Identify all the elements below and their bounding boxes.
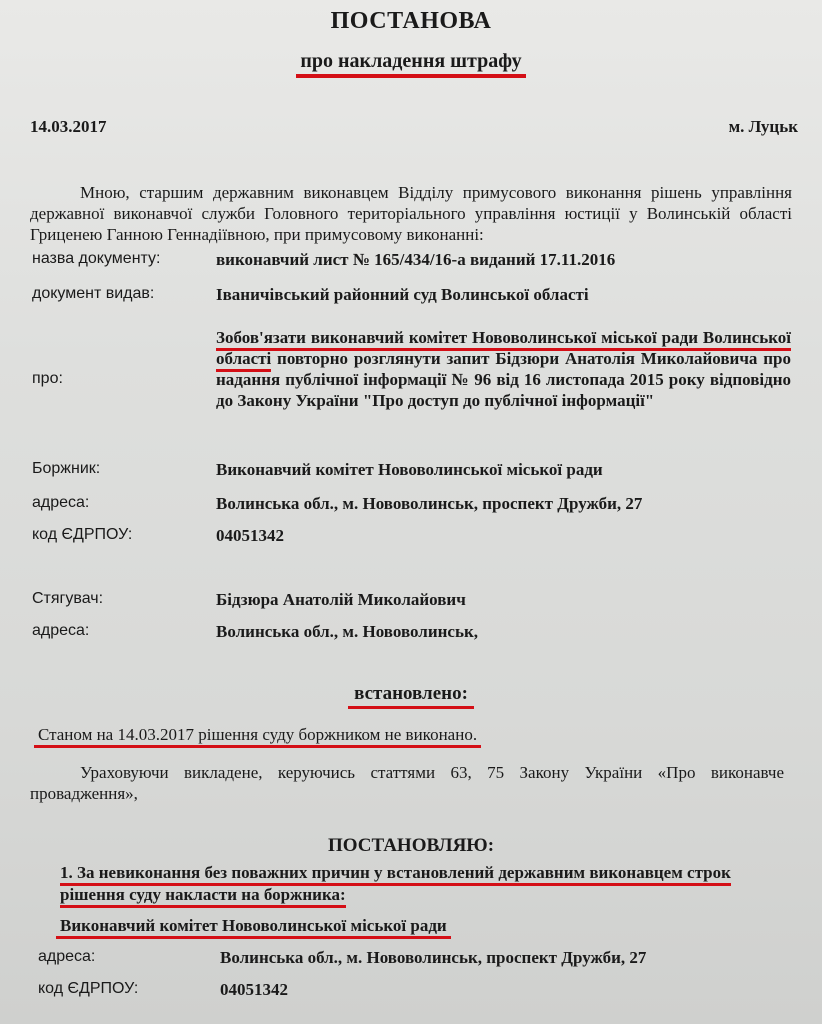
debtor-value: Виконавчий комітет Нововолинської міської ради bbox=[216, 460, 603, 479]
penalty-text: 1. За невиконання без поважних причин у встановлений державним виконавцем строк рішення суду накласти на боржника: bbox=[60, 863, 731, 908]
edrpou-value: 04051342 bbox=[216, 526, 284, 545]
penalty-paragraph bbox=[60, 862, 782, 906]
document-title: ПОСТАНОВА bbox=[330, 8, 492, 34]
edrpou-label: код ЄДРПОУ: bbox=[32, 526, 133, 543]
debtor-address-value: Волинська обл., м. Нововолинськ, проспект Дружби, 27 bbox=[216, 494, 643, 513]
document-date: 14.03.2017 bbox=[30, 117, 107, 136]
about-value bbox=[216, 327, 791, 411]
penalty-edrpou-label: код ЄДРПОУ: bbox=[38, 980, 139, 997]
established-heading-text: встановлено: bbox=[348, 683, 474, 709]
established-text bbox=[38, 724, 481, 745]
subtitle-text: про накладення штрафу bbox=[296, 50, 525, 78]
resolve-heading: ПОСТАНОВЛЯЮ: bbox=[327, 835, 495, 856]
issued-by-label: документ видав: bbox=[32, 285, 155, 302]
about-highlight: Зобов'язати виконавчий комітет Нововолинської міської ради Волинської області bbox=[216, 328, 791, 372]
penalty-edrpou-value: 04051342 bbox=[220, 980, 288, 999]
considering-paragraph: Ураховуючи викладене, керуючись статтями 63, 75 Закону України «Про виконавче провадження», bbox=[30, 763, 784, 803]
claimant-address-label: адреса: bbox=[32, 622, 90, 639]
claimant-address-value: Волинська обл., м. Нововолинськ, bbox=[216, 622, 478, 641]
debtor-label: Боржник: bbox=[32, 460, 101, 477]
about-rest: повторно розглянути запит Бідзюри Анатолія Миколайовича про надання публічної інформації № 96 від 16 листопада 2015 року відповідно до Закону України "Про доступ до публічної інформації" bbox=[216, 349, 791, 410]
document-city: м. Луцьк bbox=[728, 117, 798, 136]
penalty-address-value: Волинська обл., м. Нововолинськ, проспект Дружби, 27 bbox=[220, 948, 647, 967]
established-text-highlight: Станом на 14.03.2017 рішення суду боржником не виконано. bbox=[34, 725, 481, 748]
about-label: про: bbox=[32, 370, 63, 387]
established-heading bbox=[0, 683, 822, 705]
penalty-address-label: адреса: bbox=[38, 948, 96, 965]
doc-name-value: виконавчий лист № 165/434/16-а виданий 17.11.2016 bbox=[216, 250, 616, 269]
penalty-debtor-text: Виконавчий комітет Нововолинської міської ради bbox=[56, 916, 451, 939]
document-subtitle bbox=[0, 50, 822, 73]
doc-name-label: назва документу: bbox=[32, 250, 161, 267]
claimant-value: Бідзюра Анатолій Миколайович bbox=[216, 590, 466, 609]
issued-by-value: Іваничівський районний суд Волинської області bbox=[216, 285, 589, 304]
debtor-address-label: адреса: bbox=[32, 494, 90, 511]
intro-paragraph: Мною, старшим державним виконавцем Відділу примусового виконання рішень управління державної виконавчої служби Головного територіального управління юстиції у Волинській області Гриценею Ганною Геннадіївною, при примусовому виконанні: bbox=[30, 183, 792, 244]
claimant-label: Стягувач: bbox=[32, 590, 104, 607]
penalty-debtor bbox=[60, 916, 451, 936]
